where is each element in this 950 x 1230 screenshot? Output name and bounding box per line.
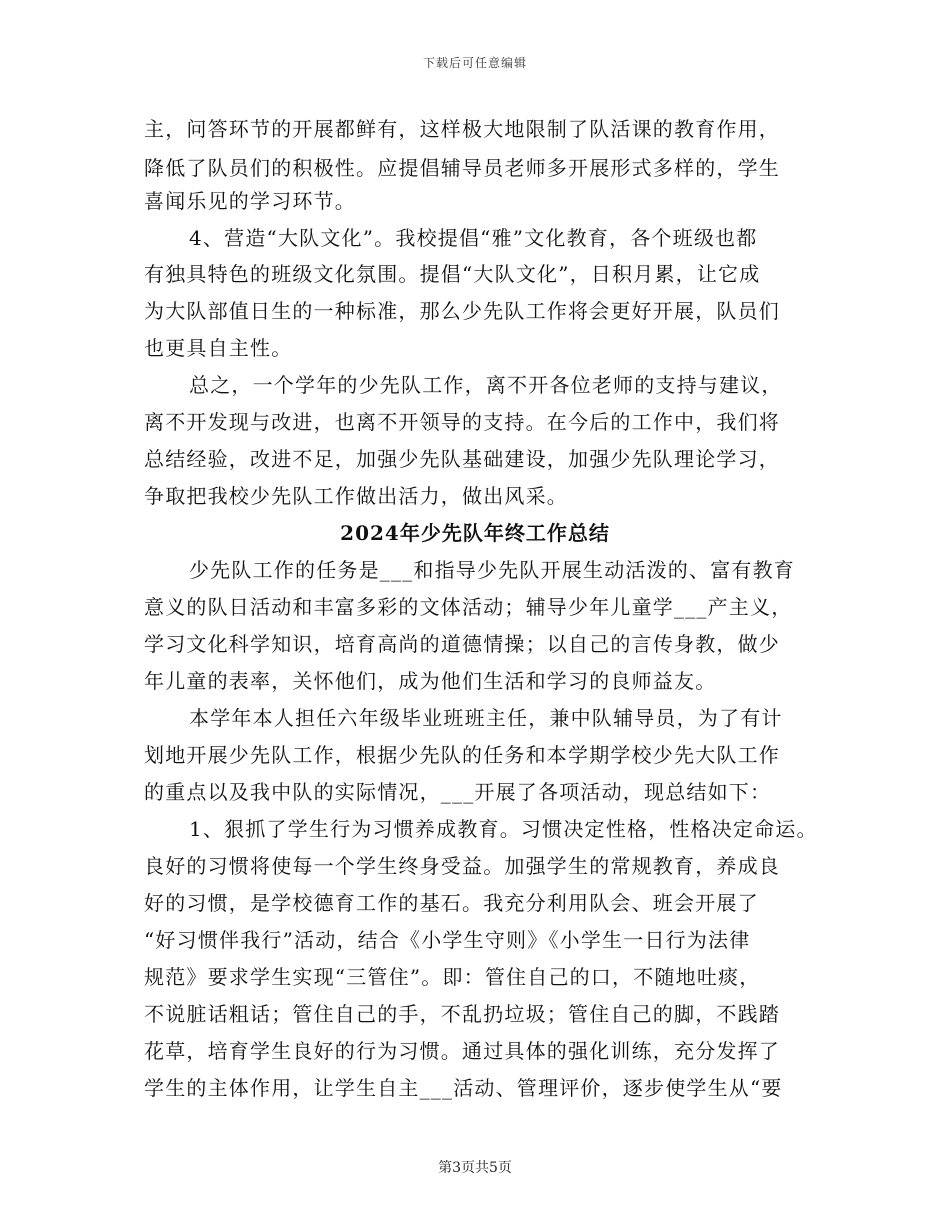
body-line: 不说脏话粗话；管住自己的手，不乱扔垃圾；管住自己的脚，不践踏 — [144, 1002, 780, 1026]
body-line: 学生的主体作用，让学生自主___活动、管理评价，逐步使学生从“要 — [144, 1076, 783, 1100]
page-footer: 第3页共5页 — [438, 1160, 512, 1176]
section-title: 2024年少先队年终工作总结 — [340, 521, 610, 545]
body-line: 的重点以及我中队的实际情况，___开展了各项活动，现总结如下： — [144, 780, 772, 804]
body-line: 为大队部值日生的一种标准，那么少先队工作将会更好开展，队员们 — [144, 299, 780, 323]
body-line: 总结经验，改进不足，加强少先队基础建设，加强少先队理论学习， — [144, 447, 780, 471]
body-line: 好的习惯，是学校德育工作的基石。我充分利用队会、班会开展了 — [144, 891, 759, 915]
body-line: 降低了队员们的积极性。应提倡辅导员老师多开展形式多样的，学生 — [144, 156, 780, 180]
body-line: 花草，培育学生良好的行为习惯。通过具体的强化训练，充分发挥了 — [144, 1039, 780, 1063]
body-line: 良好的习惯将使每一个学生终身受益。加强学生的常规教育，养成良 — [144, 854, 780, 878]
body-line: 争取把我校少先队工作做出活力，做出风采。 — [144, 484, 568, 508]
paragraph-first-line: 1、狠抓了学生行为习惯养成教育。习惯决定性格，性格决定命运。 — [189, 817, 818, 841]
body-line: 学习文化科学知识，培育高尚的道德情操；以自己的言传身教，做少 — [144, 632, 780, 656]
body-line: 喜闻乐见的学习环节。 — [144, 189, 356, 213]
paragraph-first-line: 少先队工作的任务是___和指导少先队开展生动活泼的、富有教育 — [189, 558, 795, 582]
paragraph-first-line: 本学年本人担任六年级毕业班班主任，兼中队辅导员，为了有计 — [189, 706, 783, 730]
body-line: “好习惯伴我行”活动，结合《小学生守则》《小学生一日行为法律 — [144, 928, 751, 952]
body-line: 划地开展少先队工作，根据少先队的任务和本学期学校少先大队工作 — [144, 743, 780, 767]
body-line: 年儿童的表率，关怀他们，成为他们生活和学习的良师益友。 — [144, 669, 717, 693]
page-header: 下载后可任意编辑 — [422, 56, 527, 70]
body-line: 也更具自主性。 — [144, 336, 293, 360]
paragraph-first-line: 总之，一个学年的少先队工作，离不开各位老师的支持与建议， — [189, 373, 783, 397]
body-line: 意义的队日活动和丰富多彩的文体活动；辅导少年儿童学___产主义， — [144, 595, 793, 619]
body-line: 有独具特色的班级文化氛围。提倡“大队文化”，日积月累，让它成 — [144, 262, 761, 286]
paragraph-first-line: 4、营造“大队文化”。我校提倡“雅”文化教育，各个班级也都 — [189, 226, 758, 250]
body-line: 离不开发现与改进，也离不开领导的支持。在今后的工作中，我们将 — [144, 410, 780, 434]
body-line: 主，问答环节的开展都鲜有，这样极大地限制了队活课的教育作用， — [144, 117, 780, 141]
body-line: 规范》要求学生实现“三管住”。即：管住自己的口，不随地吐痰， — [144, 965, 761, 989]
